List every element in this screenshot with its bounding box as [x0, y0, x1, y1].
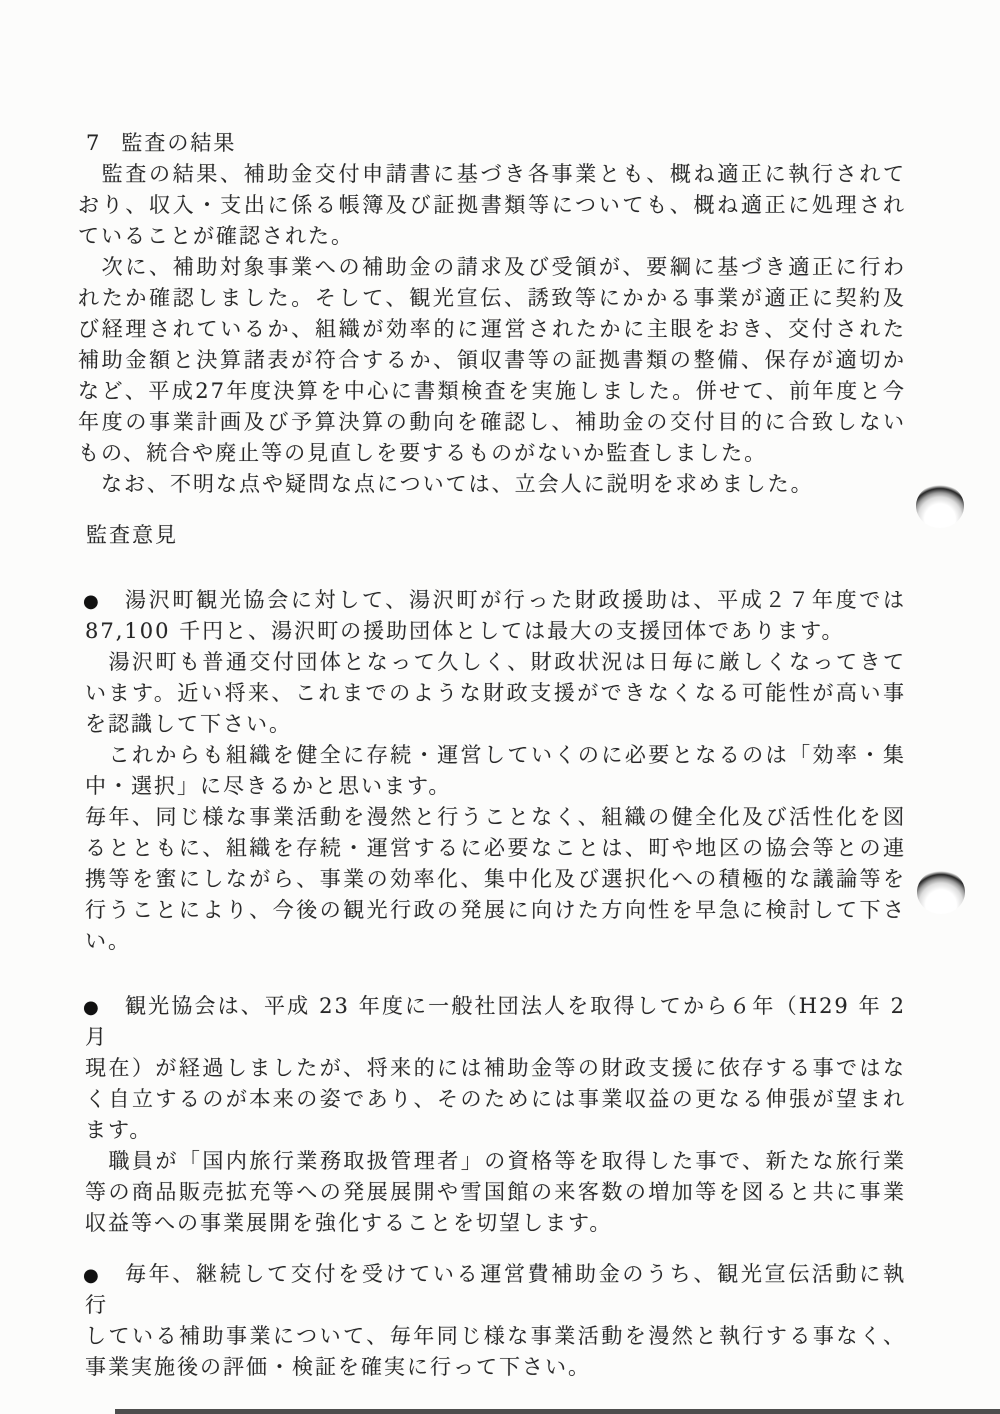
text-line: 職員が「国内旅行業務取扱管理者」の資格等を取得した事で、新たな旅行業: [85, 1149, 906, 1173]
text-line: 次に、補助対象事業への補助金の請求及び受領が、要綱に基づき適正に行わ: [78, 255, 906, 279]
text-line: 毎年、同じ様な事業活動を漫然と行うことなく、組織の健全化及び活性化を図: [85, 805, 906, 829]
text-line: 等の商品販売拡充等への発展展開や雪国館の来客数の増加等を図ると共に事業: [85, 1180, 906, 1204]
text-line: 毎年、継続して交付を受けている運営費補助金のうち、観光宣伝活動に執行: [85, 1262, 906, 1317]
bullet-item: [78, 1259, 906, 1383]
text-line: 中・選択」に尽きるかと思います。: [85, 774, 452, 798]
text-line: 観光協会は、平成 23 年度に一般社団法人を取得してから６年（H29 年 2 月: [85, 994, 915, 1049]
text-line: もの、統合や廃止等の見直しを要するものがないか監査しました。: [78, 441, 768, 465]
text-line: これからも組織を健全に存続・運営していくのに必要となるのは「効率・集: [85, 743, 906, 767]
text-line: 行うことにより、今後の観光行政の発展に向けた方向性を早急に検討して下さ: [85, 898, 906, 922]
bullet-item: [78, 991, 915, 1239]
text-line: い。: [85, 929, 131, 953]
scan-artifact: [916, 484, 964, 528]
text-line: 監査の結果、補助金交付申請書に基づき各事業とも、概ね適正に執行されて: [78, 162, 906, 186]
text-line: なお、不明な点や疑問な点については、立会人に説明を求めました。: [78, 472, 814, 496]
text-line: 湯沢町観光協会に対して、湯沢町が行った財政援助は、平成２７年度では: [125, 588, 906, 612]
text-line: を認識して下さい。: [85, 712, 292, 736]
bullet-icon: ●: [83, 591, 99, 612]
text-line: び経理されているか、組織が効率的に運営されたかに主眼をおき、交付された: [78, 317, 906, 341]
text-line: るとともに、組織を存続・運営するに必要なことは、町や地区の協会等との連: [85, 836, 906, 860]
text-line: 補助金額と決算諸表が符合するか、領収書等の証拠書類の整備、保存が適切か: [78, 348, 906, 372]
text-line: 携等を蜜にしながら、事業の効率化、集中化及び選択化への積極的な議論等を: [85, 867, 906, 891]
text-line: 87,100 千円と、湯沢町の援助団体としては最大の支援団体であります。: [85, 619, 845, 643]
bullet-icon: ●: [83, 997, 99, 1018]
bullet-icon: ●: [83, 1265, 99, 1286]
subheading: 監査意見: [86, 523, 178, 547]
text-line: 事業実施後の評価・検証を確実に行って下さい。: [85, 1355, 591, 1379]
text-line: 年度の事業計画及び予算決算の動向を確認し、補助金の交付目的に合致しない: [78, 410, 906, 434]
text-line: している補助事業について、毎年同じ様な事業活動を漫然と執行する事なく、: [85, 1324, 906, 1348]
text-line: れたか確認しました。そして、観光宣伝、誘致等にかかる事業が適正に契約及: [78, 286, 906, 310]
text-line: 湯沢町も普通交付団体となって久しく、財政状況は日毎に厳しくなってきて: [85, 650, 906, 674]
scan-artifact: [917, 870, 965, 914]
text-line: など、平成27年度決算を中心に書類検査を実施しました。併せて、前年度と今: [78, 379, 906, 403]
section-title: 監査の結果: [121, 131, 237, 155]
text-line: ます。: [85, 1118, 153, 1142]
text-line: 現在）が経過しましたが、将来的には補助金等の財政支援に依存する事ではな: [85, 1056, 906, 1080]
scan-bottom-edge-artifact: [115, 1409, 1000, 1414]
document-body: [78, 128, 915, 1383]
bullet-item: [78, 585, 906, 957]
section-number: 7: [86, 131, 100, 155]
paragraph: [78, 159, 906, 252]
section-heading: [78, 128, 906, 159]
text-line: く自立するのが本来の姿であり、そのためには事業収益の更なる伸張が望まれ: [85, 1087, 906, 1111]
text-line: います。近い将来、これまでのような財政支援ができなくなる可能性が高い事: [85, 681, 906, 705]
paragraph: [78, 252, 906, 500]
text-line: 収益等への事業展開を強化することを切望します。: [85, 1211, 613, 1235]
text-line: ていることが確認された。: [78, 224, 354, 248]
text-line: おり、収入・支出に係る帳簿及び証拠書類等についても、概ね適正に処理され: [78, 193, 906, 217]
